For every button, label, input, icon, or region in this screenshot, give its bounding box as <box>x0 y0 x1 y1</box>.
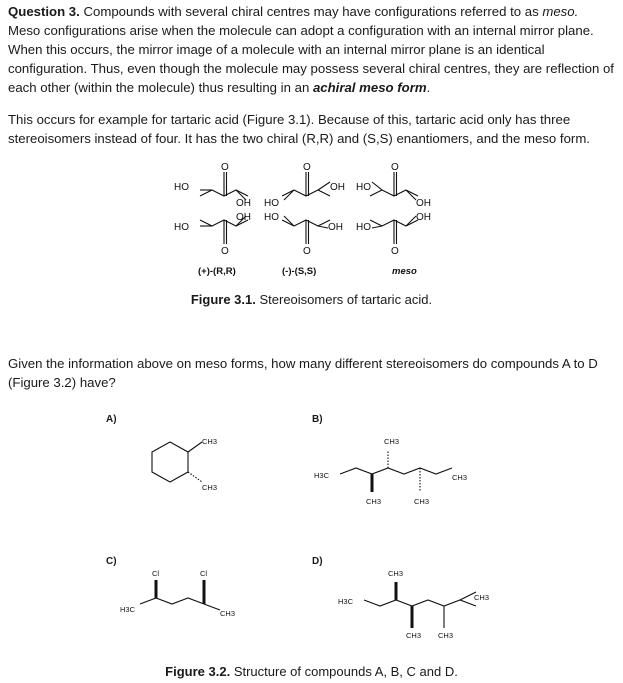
oxygen-label: O <box>391 162 399 173</box>
compound-a-label: A) <box>106 414 117 425</box>
meso-term: meso. <box>542 4 579 19</box>
methyl-label: CH3 <box>414 497 430 506</box>
oxygen-label: O <box>303 246 311 257</box>
oxygen-label: O <box>221 246 229 257</box>
methyl-label: CH3 <box>406 631 422 640</box>
methyl-label: CH3 <box>452 473 468 482</box>
question-intro <box>8 2 614 97</box>
figure-3-2-caption: Figure 3.2. Structure of compounds A, B, C and D. <box>165 664 458 679</box>
hydroxyl-label: HO <box>264 198 279 209</box>
hydroxyl-label: OH <box>416 198 431 209</box>
compound-a-structure <box>140 430 250 500</box>
methyl-label: H3C <box>120 605 136 614</box>
chloro-label: Cl <box>152 569 160 578</box>
methyl-label: CH3 <box>366 497 382 506</box>
question-prompt: Given the information above on meso forms, how many different stereoisomers do compounds A to D (Figure 3.2) have? <box>8 356 598 390</box>
hydroxyl-label: OH <box>236 198 251 209</box>
compound-d-structure <box>330 564 500 646</box>
hydroxyl-label: HO <box>174 182 189 193</box>
methyl-label: CH3 <box>202 483 218 492</box>
label-ss: (-)-(S,S) <box>282 266 317 277</box>
hydroxyl-label: HO <box>356 182 371 193</box>
compound-b-label: B) <box>312 414 323 425</box>
methyl-label: CH3 <box>202 437 218 446</box>
methyl-label: CH3 <box>388 569 404 578</box>
compound-c-label: C) <box>106 556 117 567</box>
label-meso: meso <box>392 266 417 277</box>
oxygen-label: O <box>221 162 229 173</box>
oxygen-label: O <box>303 162 311 173</box>
chloro-label: Cl <box>200 569 208 578</box>
hydroxyl-label: OH <box>236 212 251 223</box>
hydroxyl-label: HO <box>264 212 279 223</box>
intro-text-end: . <box>426 80 431 95</box>
methyl-label: CH3 <box>474 593 490 602</box>
tartaric-paragraph: This occurs for example for tartaric acid (Figure 3.1). Because of this, tartaric acid only has three stereoisomers instead of four. It has the two chiral (R,R) and (S,S) enantiomers, and the meso form. <box>8 112 590 146</box>
methyl-label: CH3 <box>438 631 454 640</box>
methyl-label: H3C <box>338 597 354 606</box>
hydroxyl-label: HO <box>174 222 189 233</box>
question-label: Question 3. <box>8 4 80 19</box>
hydroxyl-label: OH <box>416 212 431 223</box>
achiral-meso-term: achiral meso form <box>312 80 427 95</box>
methyl-label: H3C <box>314 471 330 480</box>
intro-text-b: Meso configurations arise when the molecule can adopt a configuration with an internal mirror plane. When this occurs, the mirror image of a molecule with an internal mirror plane is an identical configuration. Thus, even though the molecule may possess several chiral centres, they are reflection of each other (within the molecule) thus resulting in an <box>8 23 614 95</box>
hydroxyl-label: HO <box>356 222 371 233</box>
methyl-label: CH3 <box>220 609 236 618</box>
tartaric-acid-figure <box>160 156 460 282</box>
figure-3-1-caption: Figure 3.1. Stereoisomers of tartaric acid. <box>190 292 433 307</box>
label-rr: (+)-(R,R) <box>198 266 236 277</box>
hydroxyl-label: OH <box>330 182 345 193</box>
compound-d-label: D) <box>312 556 323 567</box>
methyl-label: CH3 <box>384 437 400 446</box>
intro-text-a: Compounds with several chiral centres may have configurations referred to as <box>79 4 543 19</box>
oxygen-label: O <box>391 246 399 257</box>
hydroxyl-label: OH <box>328 222 343 233</box>
compound-c-structure <box>110 566 260 626</box>
compound-b-structure <box>310 432 490 512</box>
